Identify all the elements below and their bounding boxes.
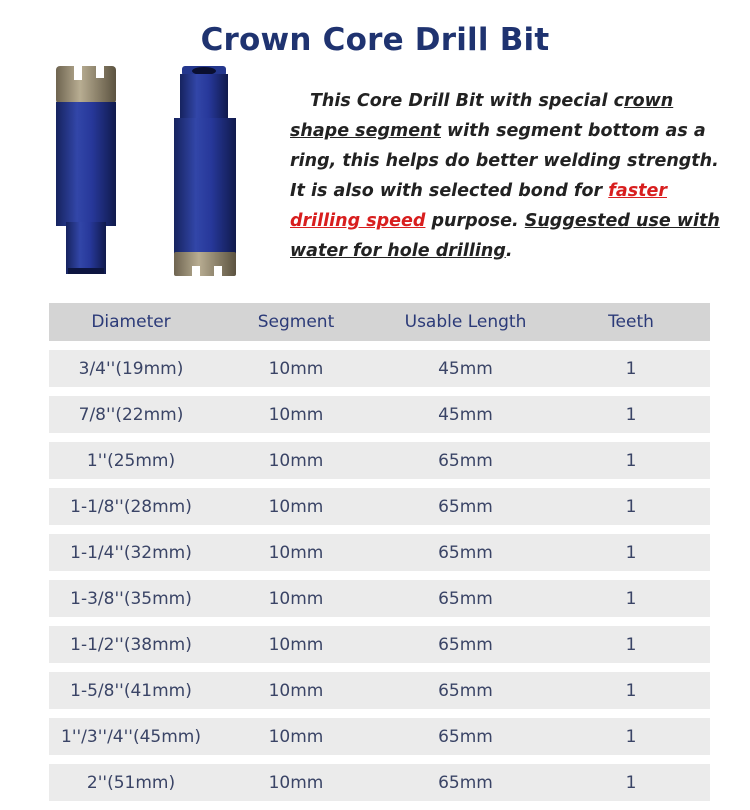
cell-segment: 10mm (213, 672, 379, 709)
table-row (49, 442, 710, 479)
cell-segment: 10mm (213, 718, 379, 755)
cell-usable-length: 65mm (379, 534, 552, 571)
cell-teeth: 1 (552, 396, 710, 433)
cell-usable-length: 65mm (379, 488, 552, 525)
cell-teeth: 1 (552, 672, 710, 709)
crown-shape-segment-text: rown shape segment (290, 91, 674, 141)
cell-segment: 10mm (213, 488, 379, 525)
cell-teeth: 1 (552, 580, 710, 617)
header-diameter: Diameter (49, 303, 213, 341)
cell-segment: 10mm (213, 396, 379, 433)
cell-teeth: 1 (552, 442, 710, 479)
cell-usable-length: 65mm (379, 442, 552, 479)
cell-teeth: 1 (552, 534, 710, 571)
description-text: with segment bottom as a ring, this helps do better welding strength. It is also with selected bond for (290, 121, 719, 201)
faster-drilling-speed-text: faster drilling speed (290, 181, 667, 231)
suggested-use-text: Suggested use with water for hole drilling (290, 211, 720, 261)
cell-usable-length: 65mm (379, 672, 552, 709)
description-text: This Core Drill Bit with special c (310, 91, 624, 111)
cell-diameter: 1-5/8''(41mm) (49, 672, 213, 709)
header-usable-length: Usable Length (379, 303, 552, 341)
cell-teeth: 1 (552, 350, 710, 387)
cell-usable-length: 65mm (379, 580, 552, 617)
cell-teeth: 1 (552, 626, 710, 663)
cell-diameter: 1''(25mm) (49, 442, 213, 479)
table-row (49, 580, 710, 617)
cell-segment: 10mm (213, 626, 379, 663)
cell-segment: 10mm (213, 764, 379, 801)
cell-usable-length: 45mm (379, 350, 552, 387)
cell-usable-length: 65mm (379, 626, 552, 663)
page-title: Crown Core Drill Bit (200, 22, 550, 58)
cell-usable-length: 65mm (379, 764, 552, 801)
cell-diameter: 3/4''(19mm) (49, 350, 213, 387)
table-row (49, 396, 710, 433)
table-row (49, 626, 710, 663)
cell-diameter: 1-3/8''(35mm) (49, 580, 213, 617)
table-header-row (49, 303, 710, 341)
cell-segment: 10mm (213, 534, 379, 571)
drill-bit-right (174, 66, 236, 278)
header-teeth: Teeth (552, 303, 710, 341)
cell-teeth: 1 (552, 718, 710, 755)
cell-diameter: 1''/3''/4''(45mm) (49, 718, 213, 755)
cell-teeth: 1 (552, 488, 710, 525)
table-row (49, 488, 710, 525)
table-row (49, 764, 710, 801)
spec-table (49, 294, 710, 810)
cell-usable-length: 45mm (379, 396, 552, 433)
cell-diameter: 7/8''(22mm) (49, 396, 213, 433)
product-photo (48, 62, 248, 282)
cell-teeth: 1 (552, 764, 710, 801)
cell-diameter: 1-1/8''(28mm) (49, 488, 213, 525)
header-segment: Segment (213, 303, 379, 341)
description-text: purpose. (425, 211, 525, 231)
table-row (49, 534, 710, 571)
table-row (49, 718, 710, 755)
cell-segment: 10mm (213, 350, 379, 387)
cell-usable-length: 65mm (379, 718, 552, 755)
cell-diameter: 2''(51mm) (49, 764, 213, 801)
drill-bit-left (56, 66, 116, 274)
table-row (49, 672, 710, 709)
description-text: . (505, 241, 513, 261)
table-row (49, 350, 710, 387)
cell-segment: 10mm (213, 580, 379, 617)
cell-diameter: 1-1/4''(32mm) (49, 534, 213, 571)
product-description (290, 86, 730, 266)
cell-segment: 10mm (213, 442, 379, 479)
cell-diameter: 1-1/2''(38mm) (49, 626, 213, 663)
